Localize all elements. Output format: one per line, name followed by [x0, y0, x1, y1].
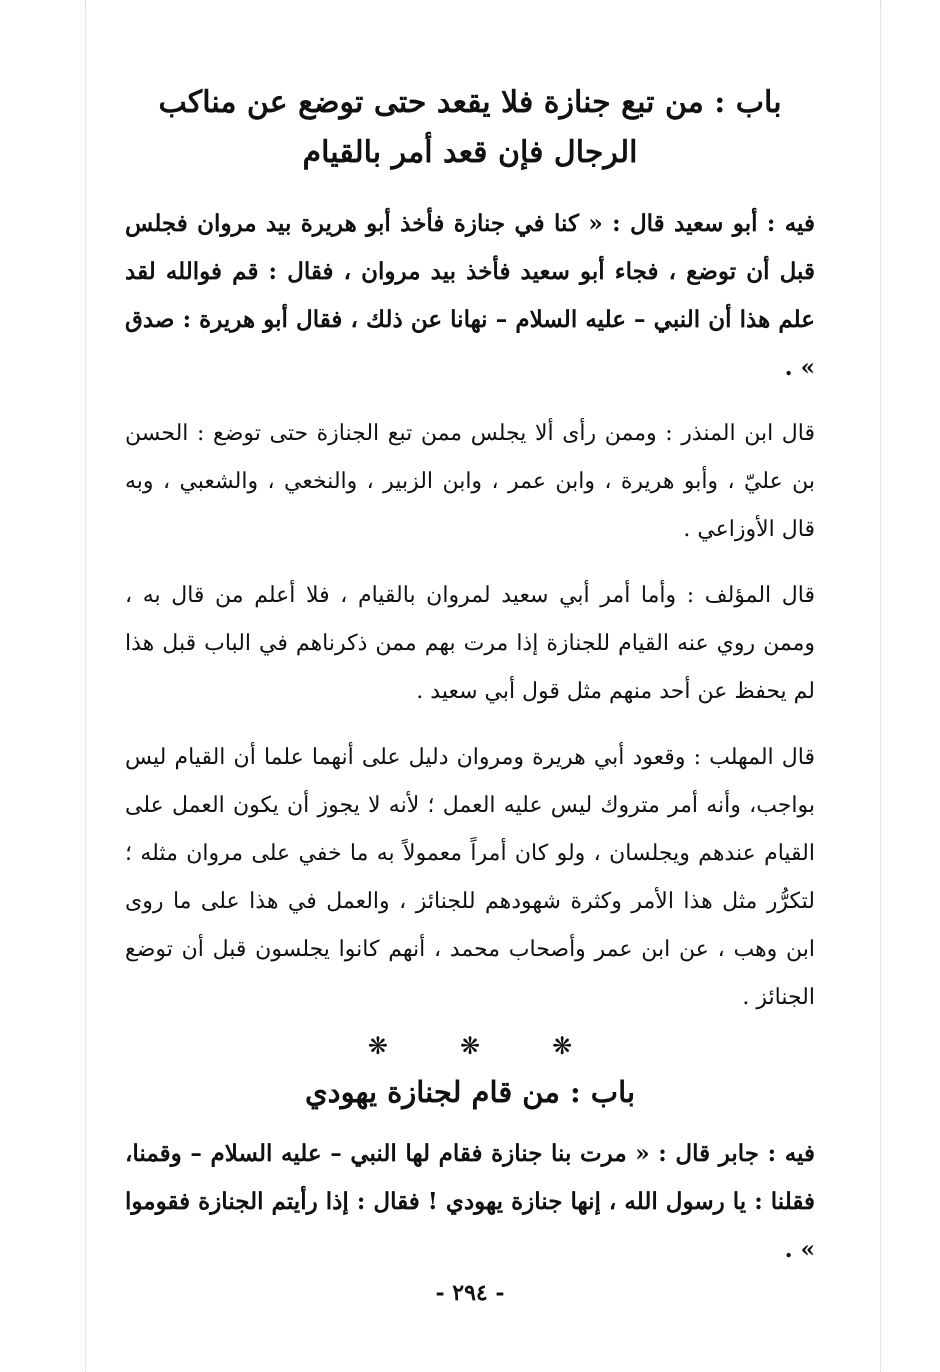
hadith-text: فيه : أبو سعيد قال : « كنا في جنازة فأخذ أبو هريرة بيد مروان فجلس قبل أن توضع ، فجاء أبو سعيد فأخذ بيد مروان ، فقال : قم فوالله لقد علم هذا أن النبي – عليه السلام – نهانا عن ذلك ، فقال أبو هريرة : صدق » .: [125, 210, 815, 381]
chapter-title-2: باب : من قام لجنازة يهودي: [304, 1075, 636, 1109]
page-number: - ٢٩٤ -: [435, 1280, 505, 1306]
chapter-title: باب : من تبع جنازة فلا يقعد حتى توضع عن مناكب الرجال فإن قعد أمر بالقيام: [158, 85, 782, 170]
section-separator: [125, 1032, 815, 1060]
margin-guide-right: [880, 0, 882, 1372]
commentary-muhallab: قال المهلب : وقعود أبي هريرة ومروان دليل على أنهما علما أن القيام ليس بواجب، وأنه أمر متروك ليس عليه العمل ؛ لأنه لا يجوز أن يكون العمل على القيام عندهم ويجلسان ، ولو كان أمراً معمولاً به ما خفي على مروان مثله ؛ لتكرُّر مثل هذا الأمر وكثرة شهودهم للجنائز ، والعمل في هذا على ما روى ابن وهب ، عن ابن عمر وأصحاب محمد ، أنهم كانوا يجلسون قبل أن توضع الجنائز .: [125, 745, 815, 1010]
star-ornament: ❋: [367, 1032, 388, 1060]
page-body: [125, 78, 815, 1274]
hadith-text-2: فيه : جابر قال : « مرت بنا جنازة فقام لها النبي – عليه السلام – وقمنا، فقلنا : يا رسول الله ، إنها جنازة يهودي ! فقال : إذا رأيتم الجنازة فقوموا » .: [125, 1140, 815, 1263]
star-ornament: ❋: [552, 1032, 573, 1060]
margin-guide-left: [85, 0, 87, 1372]
commentary-ibn-almundhir: قال ابن المنذر : وممن رأى ألا يجلس ممن تبع الجنازة حتى توضع : الحسن بن عليّ ، وأبو هريرة ، وابن عمر ، وابن الزبير ، والنخعي ، والشعبي ، وبه قال الأوزاعي .: [125, 421, 815, 542]
commentary-author: قال المؤلف : وأما أمر أبي سعيد لمروان بالقيام ، فلا أعلم من قال به ، وممن روي عنه القيام للجنازة إذا مرت بهم ممن ذكرناهم في الباب قبل هذا لم يحفظ عن أحد منهم مثل قول أبي سعيد .: [125, 583, 815, 704]
star-ornament: ❋: [459, 1032, 481, 1060]
